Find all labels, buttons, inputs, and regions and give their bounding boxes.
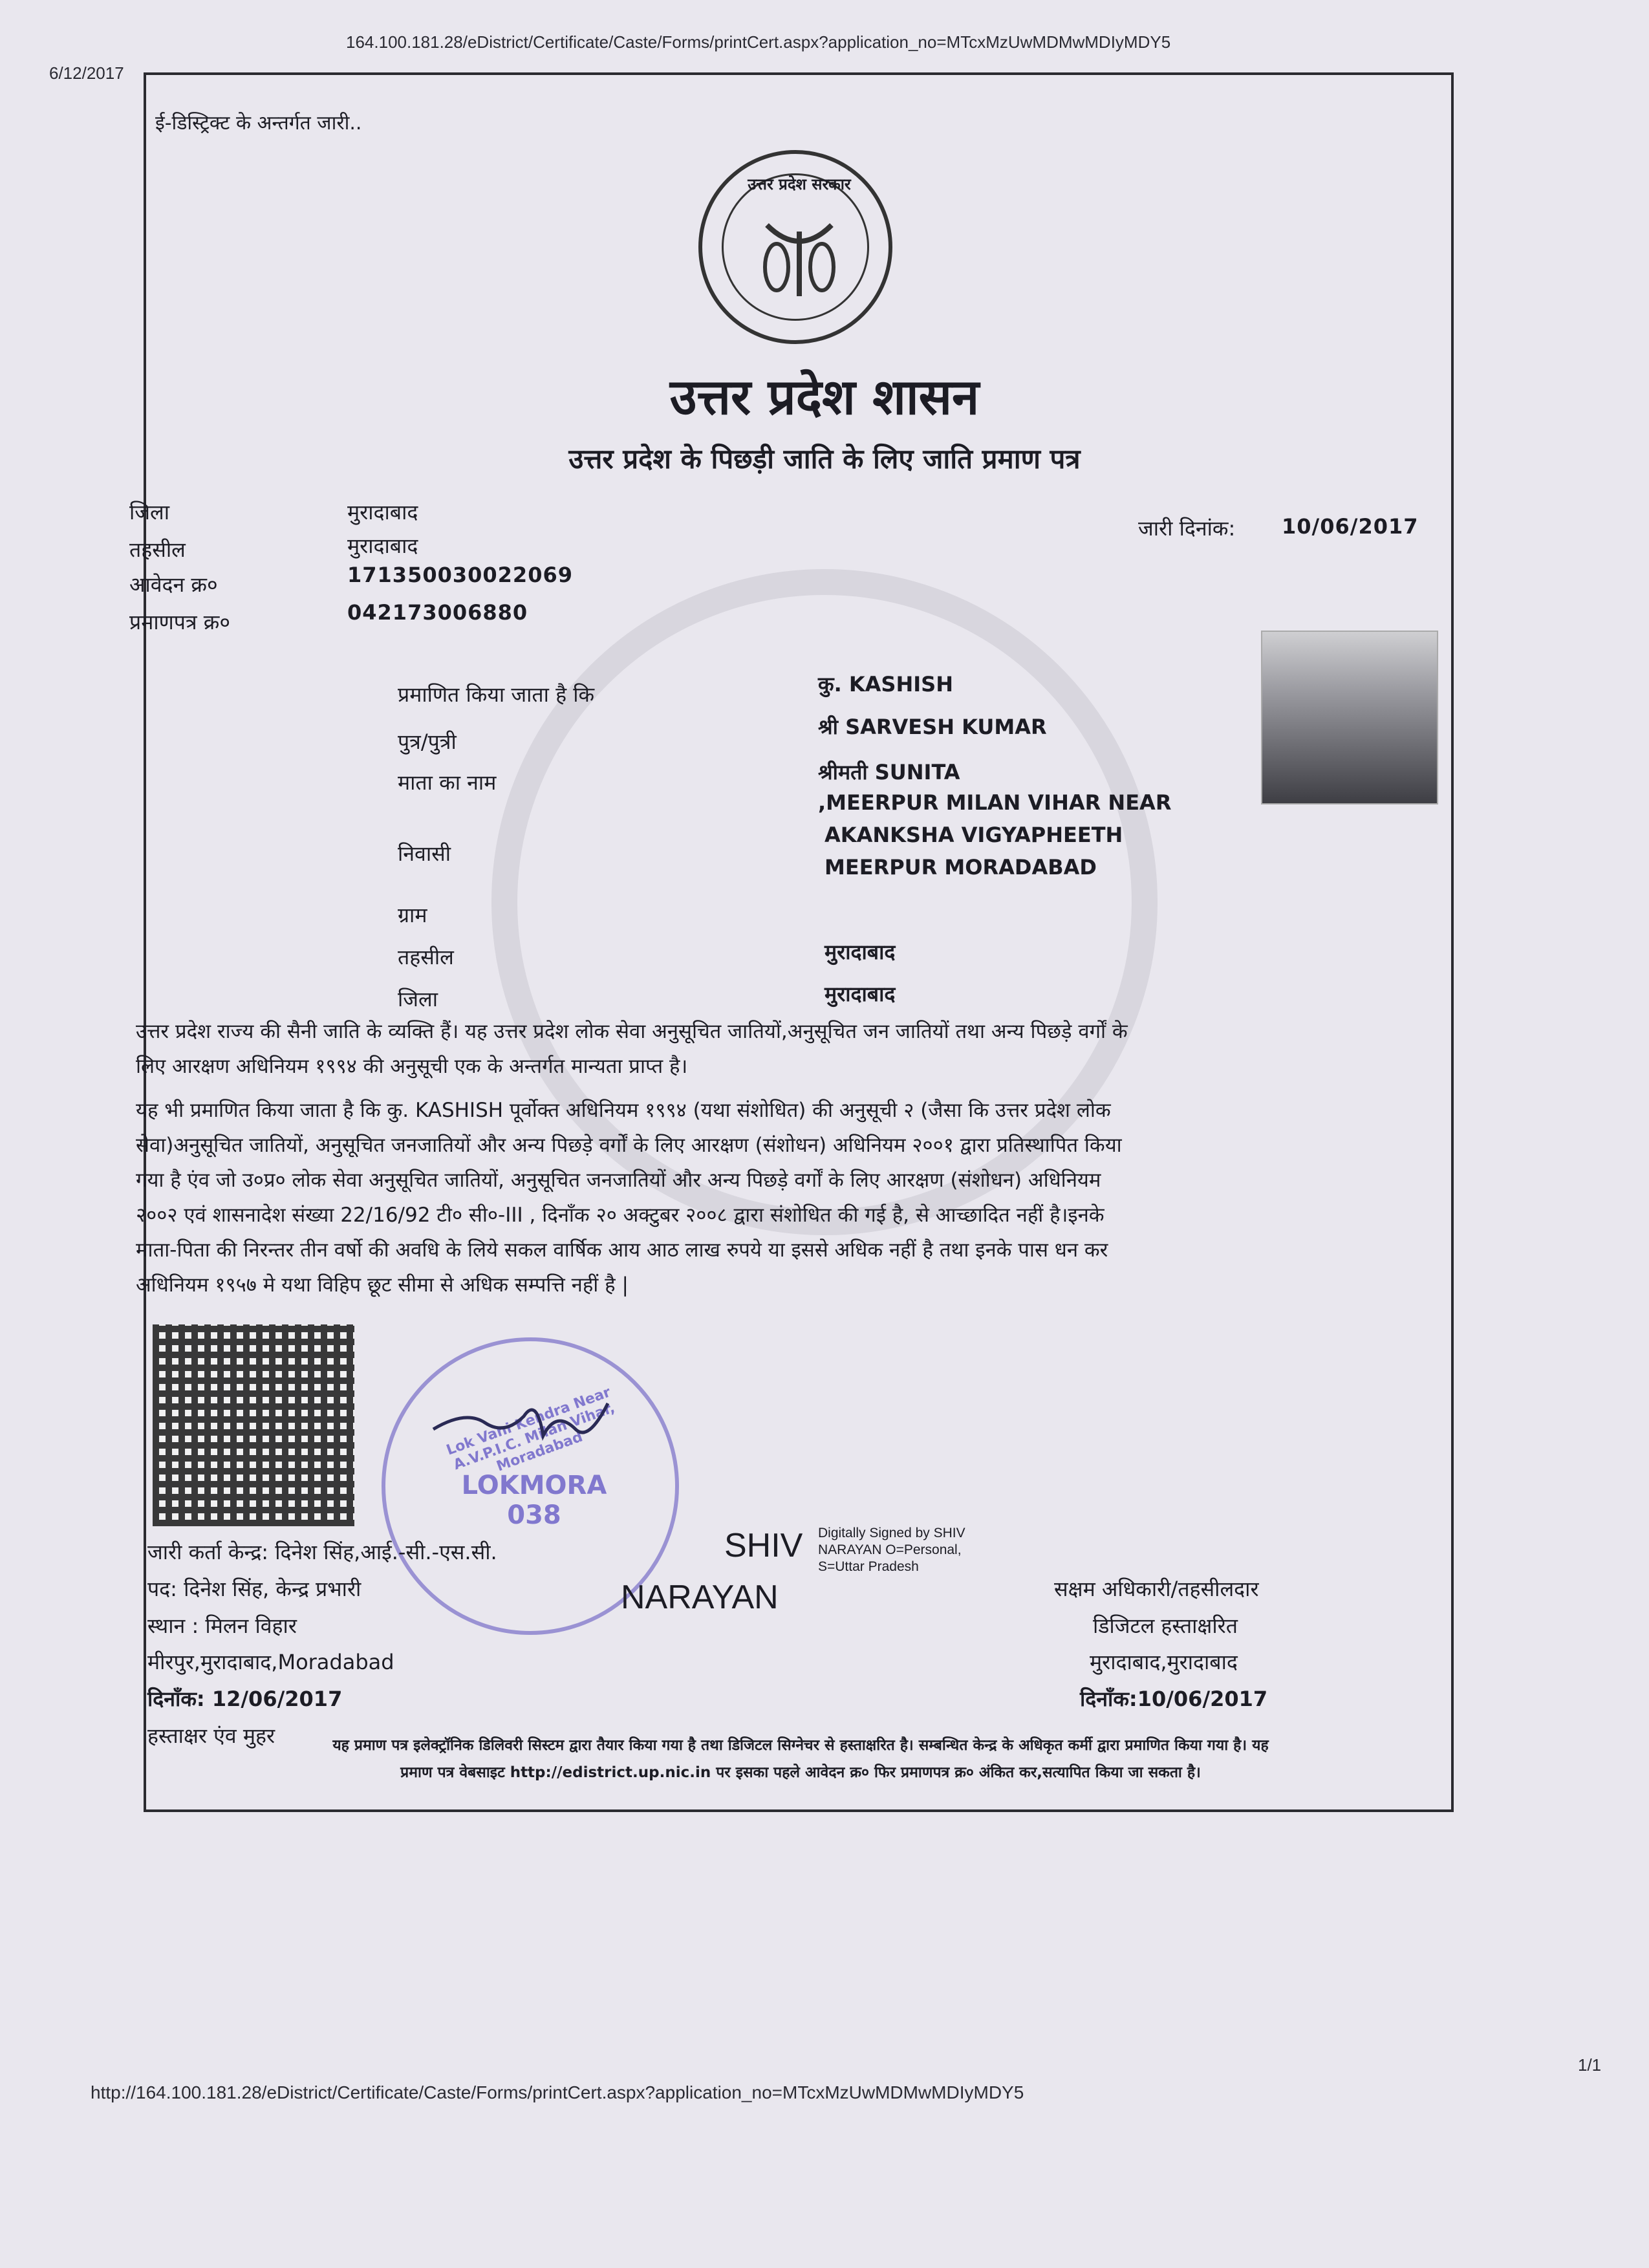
address-line-1: ,MEERPUR MILAN VIHAR NEAR xyxy=(818,790,1172,815)
father-name: श्री SARVESH KUMAR xyxy=(818,715,1047,739)
issue-date-label: जारी दिनांक: xyxy=(1138,516,1236,541)
caste-paragraph-line-1: उत्तर प्रदेश राज्य की सैनी जाति के व्यक्ति हैं। यह उत्तर प्रदेश लोक सेवा अनुसूचित जातियों,अनुसूचित जन जातियों तथा अन्य पिछड़े वर्गों के xyxy=(136,1020,1128,1043)
verification-qr-code xyxy=(153,1324,354,1526)
village-label: ग्राम xyxy=(398,903,427,927)
creamy-layer-line-5: माता-पिता की निरन्तर तीन वर्षो की अवधि के लिये सकल वार्षिक आय आठ लाख रुपये या इससे अधिक नहीं है तथा इनके पास धन कर xyxy=(136,1238,1108,1262)
address-line-3: MEERPUR MORADABAD xyxy=(824,855,1097,880)
issued-under-edistrict: ई-डिस्ट्रिक्ट के अन्तर्गत जारी.. xyxy=(155,112,362,135)
footer-disclaimer-line-1: यह प्रमाण पत्र इलेक्ट्रॉनिक डिलिवरी सिस्टम द्वारा तैयार किया गया है तथा डिजिटल सिग्नेचर से हस्ताक्षरित है। सम्बन्धित केन्द्र के अधिकृत कर्मी द्वारा प्रमाणित किया गया है। यह xyxy=(332,1737,1269,1754)
creamy-layer-paragraph xyxy=(136,1093,1455,1302)
application-label: आवेदन क्र० xyxy=(129,572,218,597)
issuer-place: स्थान : मिलन विहार xyxy=(147,1614,297,1638)
tehsil-field-value: मुरादाबाद xyxy=(824,940,896,964)
certificate-label: प्रमाणपत्र क्र० xyxy=(129,610,230,634)
digital-signer-name-1: SHIV xyxy=(724,1527,803,1564)
creamy-layer-line-6: अधिनियम १९५७ मे यथा विहिप छूट सीमा से अधिक सम्पत्ति नहीं है | xyxy=(136,1273,629,1297)
print-date: 6/12/2017 xyxy=(49,63,124,83)
caste-paragraph-line-2: लिए आरक्षण अधिनियम १९९४ की अनुसूची एक के अन्तर्गत मान्यता प्राप्त है। xyxy=(136,1055,688,1078)
mother-label: माता का नाम xyxy=(398,770,497,795)
issuer-sign-seal: हस्ताक्षर एंव मुहर xyxy=(147,1723,275,1748)
document-subtitle: उत्तर प्रदेश के पिछड़ी जाति के लिए जाति प्रमाण पत्र xyxy=(568,443,1081,475)
digital-signature-line-3: S=Uttar Pradesh xyxy=(818,1559,919,1574)
creamy-layer-line-3: गया है एंव जो उ०प्र० लोक सेवा अनुसूचित जातियों, अनुसूचित जनजातियों और अन्य पिछड़े वर्गों के लिए आरक्षण (संशोधन) अधिनियम xyxy=(136,1169,1101,1192)
application-number: 171350030022069 xyxy=(347,563,573,587)
print-url: 164.100.181.28/eDistrict/Certificate/Caste/Forms/printCert.aspx?application_no=MTcxMzUwMDMwMDIyMDY5 xyxy=(346,32,1171,52)
address-line-2: AKANKSHA VIGYAPHEETH xyxy=(824,823,1123,847)
digital-signer-name-2: NARAYAN xyxy=(621,1579,779,1616)
print-footer-url: http://164.100.181.28/eDistrict/Certificate/Caste/Forms/printCert.aspx?application_no=MTcxMzUwMDMwMDIyMDY5 xyxy=(91,2082,1024,2102)
mother-name: श्रीमती SUNITA xyxy=(818,760,960,784)
resident-label: निवासी xyxy=(398,841,451,866)
footer-disclaimer xyxy=(147,1732,1454,1786)
digital-signature-line-2: NARAYAN O=Personal, xyxy=(818,1542,962,1557)
issuing-center: जारी कर्ता केन्द्र: दिनेश सिंह,आई.-सी.-एस.सी. xyxy=(147,1540,497,1564)
tehsil-label: तहसील xyxy=(129,537,186,562)
issuer-post: पद: दिनेश सिंह, केन्द्र प्रभारी xyxy=(147,1577,361,1601)
issue-date-value: 10/06/2017 xyxy=(1282,514,1419,539)
document-title: उत्तर प्रदेश शासन xyxy=(669,368,980,426)
emblem-text: उत्तर प्रदेश सरकार xyxy=(748,175,851,193)
print-page-number: 1/1 xyxy=(1578,2055,1602,2075)
applicant-photo xyxy=(1261,631,1438,805)
creamy-layer-line-2: सेवा)अनुसूचित जातियों, अनुसूचित जनजातियों और अन्य पिछड़े वर्गों के लिए आरक्षण (संशोधन) अधिनियम २००१ द्वारा प्रतिस्थापित किया xyxy=(136,1134,1122,1157)
applicant-name: कु. KASHISH xyxy=(818,672,953,697)
district-value: मुरादाबाद xyxy=(347,500,418,524)
issuer-address: मीरपुर,मुरादाबाद,Moradabad xyxy=(147,1650,394,1674)
stamp-ring-text: Lok Vani Kendra Near A.V.P.I.C. Milan Vihar, Moradabad xyxy=(444,1384,617,1475)
authority-title: सक्षम अधिकारी/तहसीलदार xyxy=(1054,1577,1259,1601)
tehsil-field-label: तहसील xyxy=(398,945,454,969)
up-government-emblem xyxy=(698,150,892,344)
tehsil-value: मुरादाबाद xyxy=(347,534,418,558)
district-label: जिला xyxy=(129,500,170,524)
digital-signature-details xyxy=(818,1525,999,1575)
certified-label: प्रमाणित किया जाता है कि xyxy=(398,682,595,707)
authority-digital: डिजिटल हस्ताक्षरित xyxy=(1093,1614,1238,1638)
creamy-layer-line-4: २००२ एवं शासनादेश संख्या 22/16/92 टी० सी०-III , दिनाँक २० अक्टुबर २००८ द्वारा संशोधित की गई है, से आच्छादित नहीं है।इनके xyxy=(136,1204,1105,1227)
caste-paragraph xyxy=(136,1014,1455,1084)
stamp-center-text: LOKMORA 038 xyxy=(461,1471,607,1530)
handwritten-signature xyxy=(427,1384,621,1468)
district-field-label: जिला xyxy=(398,987,438,1011)
creamy-layer-line-1: यह भी प्रमाणित किया जाता है कि कु. KASHISH पूर्वोक्त अधिनियम १९९४ (यथा संशोधित) की अनुसूची २ (जैसा कि उत्तर प्रदेश लोक xyxy=(136,1099,1111,1122)
authority-place: मुरादाबाद,मुरादाबाद xyxy=(1090,1650,1238,1674)
issuer-date: दिनाँक: 12/06/2017 xyxy=(147,1687,343,1711)
certificate-number: 042173006880 xyxy=(347,600,528,625)
district-field-value: मुरादाबाद xyxy=(824,982,896,1006)
digital-signature-line-1: Digitally Signed by SHIV xyxy=(818,1526,965,1540)
authority-date: दिनाँक:10/06/2017 xyxy=(1080,1687,1268,1711)
emblem-fish-bow-icon xyxy=(748,206,851,303)
footer-disclaimer-line-2: प्रमाण पत्र वेबसाइट http://edistrict.up.nic.in पर इसका पहले आवेदन क्र० फिर प्रमाणपत्र क्र० अंकित कर,सत्यापित किया जा सकता है। xyxy=(400,1764,1201,1781)
child-label: पुत्र/पुत्री xyxy=(398,729,457,754)
